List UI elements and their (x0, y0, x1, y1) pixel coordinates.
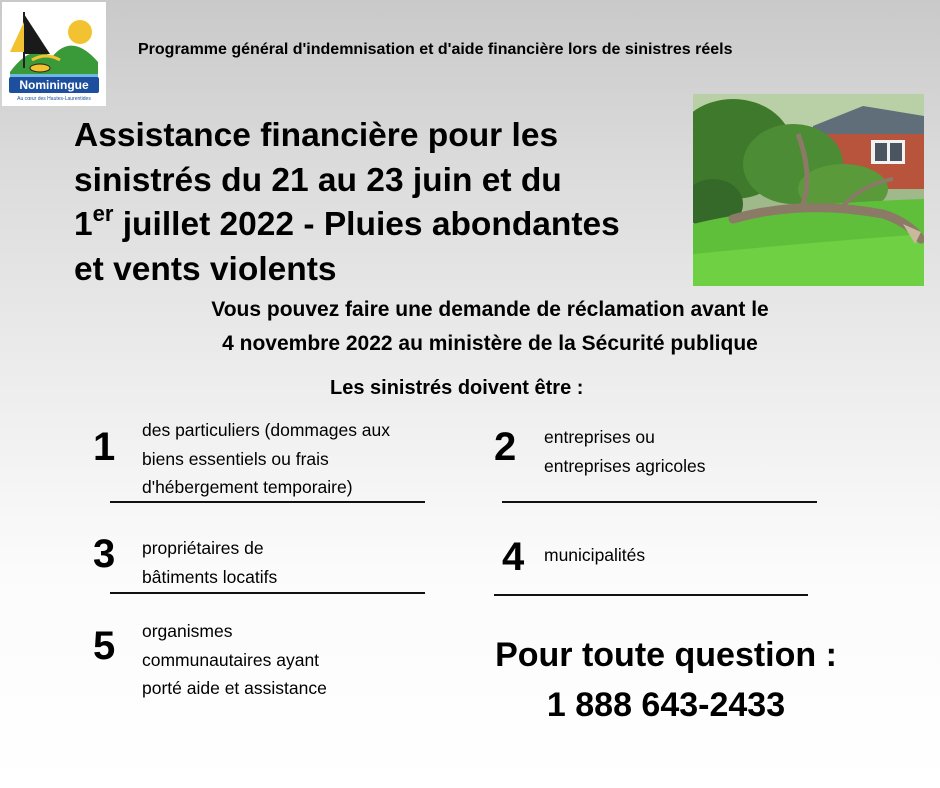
item-3-line-1: propriétaires de (142, 538, 264, 558)
item-5-line-2: communautaires ayant (142, 649, 320, 670)
item-1-line-1: des particuliers (dommages aux (142, 420, 391, 440)
item-2-line-2: entreprises agricoles (544, 455, 706, 476)
item-1-divider (110, 501, 425, 503)
item-number-4: 4 (502, 535, 525, 579)
item-1-text (142, 416, 390, 502)
contact-label: Pour toute question : (495, 636, 837, 674)
item-4-divider (494, 594, 808, 596)
nominingue-logo (2, 2, 106, 106)
headline-line-3 (74, 203, 694, 248)
headline (74, 114, 694, 292)
logo-tagline: Au cœur des Hautes-Laurentides (17, 96, 91, 102)
item-5-line-3: porté aide et assistance (142, 678, 327, 698)
item-number-1: 1 (93, 425, 116, 469)
item-2-line-1: entreprises ou (544, 427, 655, 447)
headline-line-1: Assistance financière pour les (74, 117, 559, 154)
fallen-tree-illustration (693, 94, 924, 286)
headline-line-3-text: juillet 2022 - Pluies abondantes (113, 206, 620, 243)
deadline-line-2: 4 novembre 2022 au ministère de la Sécurité publique (222, 332, 758, 355)
item-3-line-2: bâtiments locatifs (142, 566, 278, 587)
item-1-line-2: biens essentiels ou frais (142, 448, 329, 469)
fallen-tree-photo (693, 94, 924, 286)
deadline-notice (110, 293, 870, 361)
contact-phone: 1 888 643-2433 (546, 686, 786, 724)
eligibility-heading: Les sinistrés doivent être : (330, 377, 584, 399)
item-2-divider (502, 501, 817, 503)
headline-line-2: sinistrés du 21 au 23 juin et du (74, 161, 562, 199)
item-4-text (544, 541, 645, 570)
item-3-divider (110, 592, 425, 594)
item-5-line-1: organismes (142, 621, 233, 641)
item-4-line-1: municipalités (544, 545, 646, 565)
deadline-line-1: Vous pouvez faire une demande de réclamation avant le (211, 298, 769, 321)
program-title: Programme général d'indemnisation et d'aide financière lors de sinistres réels (138, 41, 733, 58)
headline-ordinal-suffix: er (92, 201, 114, 226)
contact-block (460, 630, 872, 730)
headline-line-4: et vents violents (74, 250, 337, 288)
headline-ordinal: 1 (74, 206, 93, 243)
item-5-text (142, 617, 327, 703)
item-1-line-3: d'hébergement temporaire) (142, 477, 353, 497)
logo-wordmark: Nominingue (9, 77, 99, 93)
item-number-2: 2 (494, 425, 517, 469)
item-number-5: 5 (93, 624, 116, 668)
item-number-3: 3 (93, 532, 116, 576)
item-2-text (544, 423, 705, 480)
item-3-text (142, 534, 277, 591)
